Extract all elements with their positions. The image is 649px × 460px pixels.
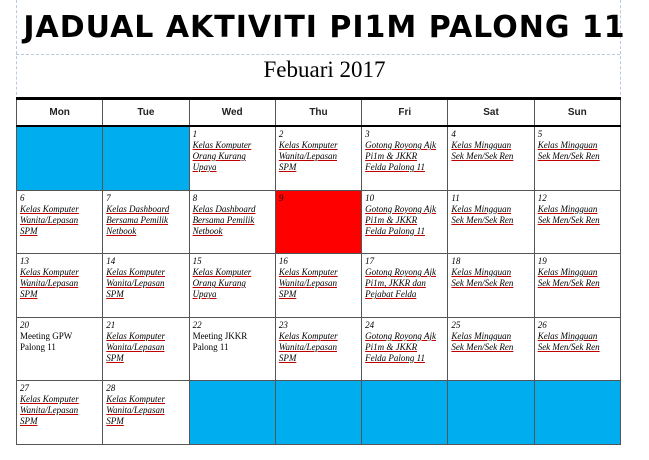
day-number: 15 (192, 256, 202, 267)
event-text-line: Wanita/Lepasan (278, 151, 338, 161)
day-number: 22 (192, 319, 202, 330)
day-number: 11 (451, 192, 460, 203)
day-number: 7 (106, 192, 111, 203)
weekday-header-row (17, 99, 621, 127)
event-text-line: Sek Men/Sek Ren (451, 151, 514, 161)
calendar-day-cell[interactable] (534, 254, 620, 318)
day-number: 27 (20, 383, 29, 394)
event-text-line: Gotong Royong Ajk (365, 140, 436, 150)
event-text-line: Bersama Pemilik (192, 214, 255, 225)
calendar-empty-cell[interactable] (189, 381, 275, 445)
day-number: 8 (192, 192, 198, 203)
day-number: 3 (365, 129, 370, 139)
calendar-day-cell[interactable] (275, 254, 361, 318)
calendar-day-cell[interactable] (189, 254, 275, 318)
day-number: 20 (20, 319, 29, 330)
calendar-day-cell[interactable] (103, 254, 189, 318)
day-number: 12 (537, 192, 547, 203)
event-text-line: Orang Kurang (192, 151, 246, 161)
event-text-line: Felda Palong 11 (365, 225, 425, 236)
event-text-line: Pi1m & JKKR (365, 151, 418, 161)
day-number: 25 (451, 319, 461, 330)
event-text-line: SPM (278, 162, 297, 172)
calendar-day-cell[interactable] (189, 317, 275, 381)
calendar-table (16, 97, 621, 445)
event-text-line: Kelas Komputer (20, 203, 79, 214)
event-text-line: Kelas Mingguan (537, 140, 598, 150)
calendar-week-row (17, 190, 621, 254)
event-text-line: Wanita/Lepasan (20, 278, 79, 289)
event-text-line: Wanita/Lepasan (278, 278, 338, 289)
event-text-line: Kelas Mingguan (537, 330, 598, 341)
day-number: 4 (451, 129, 456, 139)
weekday-header: Sat (448, 99, 534, 127)
event-text-line: SPM (278, 289, 297, 300)
day-number: 1 (192, 129, 198, 139)
event-text-line: Kelas Komputer (278, 267, 338, 278)
event-text-line: Netbook (106, 225, 137, 236)
calendar-day-cell[interactable] (362, 317, 448, 381)
event-text-line: Kelas Mingguan (451, 140, 512, 150)
calendar-empty-cell[interactable] (362, 381, 448, 445)
event-text-line: Sek Men/Sek Ren (537, 278, 600, 289)
weekday-header: Fri (362, 99, 448, 127)
calendar-day-cell[interactable] (534, 190, 620, 254)
event-text-line: Sek Men/Sek Ren (537, 214, 600, 225)
event-text-line: Kelas Mingguan (451, 330, 512, 341)
event-text-line: Wanita/Lepasan (106, 405, 165, 416)
calendar-empty-cell[interactable] (448, 381, 534, 445)
day-number: 23 (278, 319, 288, 330)
calendar-day-cell[interactable] (103, 317, 189, 381)
calendar-day-cell[interactable] (534, 317, 620, 381)
calendar-day-cell[interactable] (17, 317, 103, 381)
calendar-day-cell[interactable] (534, 126, 620, 190)
event-text-line: Sek Men/Sek Ren (451, 278, 514, 289)
calendar-day-cell[interactable] (362, 190, 448, 254)
event-text-line: SPM (106, 416, 124, 427)
event-text-line: SPM (20, 289, 38, 300)
day-number: 6 (20, 192, 25, 203)
day-number: 21 (106, 319, 116, 330)
weekday-header: Sun (534, 99, 620, 127)
day-number: 16 (278, 256, 288, 267)
event-text-line: Wanita/Lepasan (20, 405, 79, 416)
page-margin-guide-top (16, 54, 620, 55)
event-text-line: Upaya (192, 162, 217, 172)
event-text-line: Wanita/Lepasan (20, 214, 79, 225)
calendar-day-cell[interactable] (275, 126, 361, 190)
calendar-empty-cell[interactable] (17, 126, 103, 190)
event-text-line: Kelas Komputer (192, 140, 252, 150)
calendar-day-cell[interactable] (103, 190, 189, 254)
event-text-line: Kelas Mingguan (451, 267, 512, 278)
event-text-line: Gotong Royong Ajk (365, 330, 436, 341)
event-text-line: Orang Kurang (192, 278, 246, 289)
event-text-line: Sek Men/Sek Ren (451, 214, 514, 225)
calendar-empty-cell[interactable] (103, 126, 189, 190)
event-text-line: Kelas Mingguan (451, 203, 512, 214)
day-number: 24 (365, 319, 375, 330)
event-text-line: Kelas Komputer (106, 394, 166, 405)
event-text-line: SPM (106, 289, 124, 300)
event-text-line: Pejabat Felda (365, 289, 417, 300)
calendar-day-cell[interactable] (17, 381, 103, 445)
event-text-line: Meeting GPW (20, 330, 73, 341)
weekday-header: Thu (275, 99, 361, 127)
event-text-line: Upaya (192, 289, 217, 300)
weekday-header: Tue (103, 99, 189, 127)
event-text-line: Pi1m & JKKR (365, 214, 418, 225)
event-text-line: Gotong Royong Ajk (365, 203, 436, 214)
event-text-line: Sek Men/Sek Ren (451, 341, 514, 352)
event-text-line: Kelas Komputer (106, 330, 166, 341)
event-text-line: Kelas Dashboard (106, 203, 170, 214)
calendar-day-cell[interactable] (17, 190, 103, 254)
calendar-empty-cell[interactable] (534, 381, 620, 445)
event-text-line: Felda Palong 11 (365, 162, 425, 172)
day-number: 26 (537, 319, 547, 330)
calendar-day-cell[interactable] (448, 190, 534, 254)
event-text-line: Kelas Komputer (278, 140, 338, 150)
event-text-line: Gotong Royong Ajk (365, 267, 436, 278)
day-number: 13 (20, 256, 29, 267)
calendar-week-row (17, 126, 621, 190)
calendar-day-cell[interactable] (275, 190, 361, 254)
calendar-body (17, 126, 621, 445)
event-text-line: Kelas Dashboard (192, 203, 256, 214)
day-number: 28 (106, 383, 116, 394)
page-title: JADUAL AKTIVITI PI1M PALONG 11 (23, 10, 626, 45)
calendar-day-cell[interactable] (103, 381, 189, 445)
calendar-day-cell[interactable] (275, 317, 361, 381)
event-text-line: SPM (20, 416, 38, 427)
event-text-line: Netbook (192, 225, 223, 236)
event-text-line: SPM (106, 352, 124, 363)
event-text-line: Meeting JKKR (192, 330, 248, 341)
calendar-day-cell[interactable] (362, 254, 448, 318)
calendar-week-row (17, 381, 621, 445)
event-text-line: Kelas Mingguan (537, 203, 598, 214)
event-text-line: Kelas Komputer (192, 267, 252, 278)
event-text-line: SPM (20, 225, 38, 236)
event-text-line: Wanita/Lepasan (106, 278, 165, 289)
event-text-line: Sek Men/Sek Ren (537, 341, 600, 352)
event-text-line: Kelas Komputer (20, 394, 79, 405)
day-number: 17 (365, 256, 375, 267)
event-text-line: Bersama Pemilik (106, 214, 169, 225)
calendar-day-cell[interactable] (189, 190, 275, 254)
calendar-day-cell[interactable] (17, 254, 103, 318)
calendar-day-cell[interactable] (448, 126, 534, 190)
day-number: 10 (365, 192, 375, 203)
event-text-line: Kelas Komputer (278, 330, 338, 341)
event-text-line: Sek Men/Sek Ren (537, 151, 600, 161)
weekday-header: Wed (189, 99, 275, 127)
event-text-line: Kelas Komputer (106, 267, 166, 278)
day-number: 14 (106, 256, 116, 267)
page-subtitle: Febuari 2017 (263, 57, 386, 82)
event-text-line: Pi1m, JKKR dan (365, 278, 426, 289)
event-text-line: Pi1m & JKKR (365, 341, 418, 352)
day-number: 2 (278, 129, 284, 139)
day-number: 5 (537, 129, 543, 139)
event-text-line: Wanita/Lepasan (106, 341, 165, 352)
calendar-day-cell[interactable] (362, 126, 448, 190)
event-text-line: SPM (278, 352, 297, 363)
calendar-day-cell[interactable] (189, 126, 275, 190)
calendar-day-cell[interactable] (448, 254, 534, 318)
event-text-line: Kelas Komputer (20, 267, 79, 278)
day-number: 18 (451, 256, 461, 267)
calendar-day-cell[interactable] (448, 317, 534, 381)
event-text-line: Kelas Mingguan (537, 267, 598, 278)
event-text-line: Felda Palong 11 (365, 352, 425, 363)
event-text-line: Wanita/Lepasan (278, 341, 338, 352)
event-text-line: Palong 11 (192, 341, 229, 352)
calendar-week-row (17, 254, 621, 318)
calendar-week-row (17, 317, 621, 381)
calendar-empty-cell[interactable] (275, 381, 361, 445)
day-number: 19 (537, 256, 547, 267)
event-text-line: Palong 11 (20, 341, 56, 352)
weekday-header: Mon (17, 99, 103, 127)
day-number: 9 (278, 192, 284, 203)
